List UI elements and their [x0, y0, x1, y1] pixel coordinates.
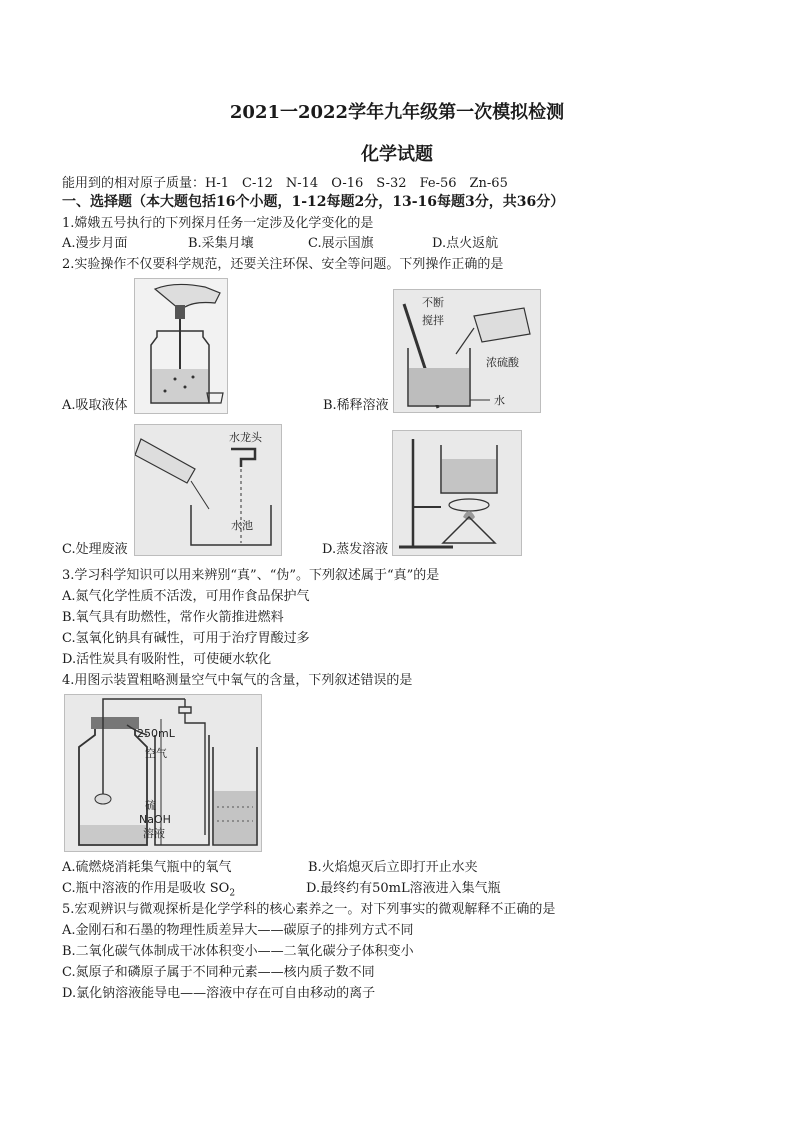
- q4-option-c: [62, 881, 235, 902]
- q3-stem: 3.学习科学知识可以用来辨别“真”、“伪”。下列叙述属于“真”的是: [62, 568, 440, 583]
- fig-b-label-stir-1: 不断: [422, 296, 444, 309]
- q5-option-a: A.金刚石和石墨的物理性质差异大——碳原子的排列方式不同: [62, 923, 414, 938]
- q2-option-c: C.处理废液: [62, 542, 128, 557]
- q1-option-c: C.展示国旗: [308, 236, 374, 251]
- exam-subtitle: 化学试题: [361, 144, 433, 165]
- fig-b-label-acid: 浓硫酸: [486, 356, 519, 369]
- q3-option-d: D.活性炭具有吸附性，可使硬水软化: [62, 652, 272, 667]
- q1-option-a: A.漫步月面: [62, 236, 128, 251]
- q2-option-d: D.蒸发溶液: [322, 542, 389, 557]
- q4-option-c-formula: SO: [209, 881, 230, 896]
- fig-4-label-volume: 250mL: [137, 727, 175, 740]
- q2-option-b: B.稀释溶液: [323, 398, 389, 413]
- fig-4-label-air: 空气: [145, 747, 167, 760]
- q3-option-b: B.氧气具有助燃性，常作火箭推进燃料: [62, 610, 284, 625]
- q4-option-c-text: C.瓶中溶液的作用是吸收: [62, 881, 206, 896]
- q4-stem: 4.用图示装置粗略测量空气中氧气的含量，下列叙述错误的是: [62, 673, 413, 688]
- exam-title: 2021一2022学年九年级第一次模拟检测: [229, 102, 565, 123]
- q1-stem: 1.嫦娥五号执行的下列探月任务一定涉及化学变化的是: [62, 216, 374, 231]
- q5-stem: 5.宏观辨识与微观探析是化学学科的核心素养之一。对下列事实的微观解释不正确的是: [62, 902, 556, 917]
- fig-c-label-tap: 水龙头: [229, 431, 262, 444]
- fig-b-label-stir-2: 搅拌: [422, 314, 444, 327]
- fig-4-label-solution: 溶液: [143, 827, 165, 840]
- section-heading: 一、选择题（本大题包括16个小题，1-12每题2分，13-16每题3分，共36分）: [62, 194, 565, 210]
- q5-option-b: B.二氧化碳气体制成干冰体积变小——二氧化碳分子体积变小: [62, 944, 414, 959]
- q4-option-b: B.火焰熄灭后立即打开止水夹: [308, 860, 478, 875]
- q2-figure-a: [134, 278, 228, 414]
- q5-option-c: C.氮原子和磷原子属于不同种元素——核内质子数不同: [62, 965, 375, 980]
- q2-figure-c: [134, 424, 282, 556]
- atomic-masses: 能用到的相对原子质量：H-1 C-12 N-14 O-16 S-32 Fe-56 Zn-65: [62, 176, 508, 191]
- q2-figure-b: [393, 289, 541, 413]
- q4-option-a: A.硫燃烧消耗集气瓶中的氧气: [62, 860, 232, 875]
- q3-option-c: C.氢氧化钠具有碱性，可用于治疗胃酸过多: [62, 631, 310, 646]
- q4-option-c-subscript: 2: [229, 888, 236, 899]
- fig-4-label-sulfur: 硫: [145, 799, 156, 812]
- q3-option-a: A.氮气化学性质不活泼，可用作食品保护气: [62, 589, 310, 604]
- q2-stem: 2.实验操作不仅要科学规范，还要关注环保、安全等问题。下列操作正确的是: [62, 257, 504, 272]
- fig-4-label-naoh: NaOH: [139, 813, 171, 826]
- fig-b-label-water: 水: [494, 394, 505, 407]
- q4-option-d: D.最终约有50mL溶液进入集气瓶: [306, 881, 501, 896]
- q2-option-a: A.吸取液体: [62, 398, 128, 413]
- q2-figure-d: [392, 430, 522, 556]
- q4-figure: [64, 694, 262, 852]
- q5-option-d: D.氯化钠溶液能导电——溶液中存在可自由移动的离子: [62, 986, 376, 1001]
- q1-option-d: D.点火返航: [432, 236, 499, 251]
- q1-option-b: B.采集月壤: [188, 236, 254, 251]
- fig-c-label-sink: 水池: [231, 519, 253, 532]
